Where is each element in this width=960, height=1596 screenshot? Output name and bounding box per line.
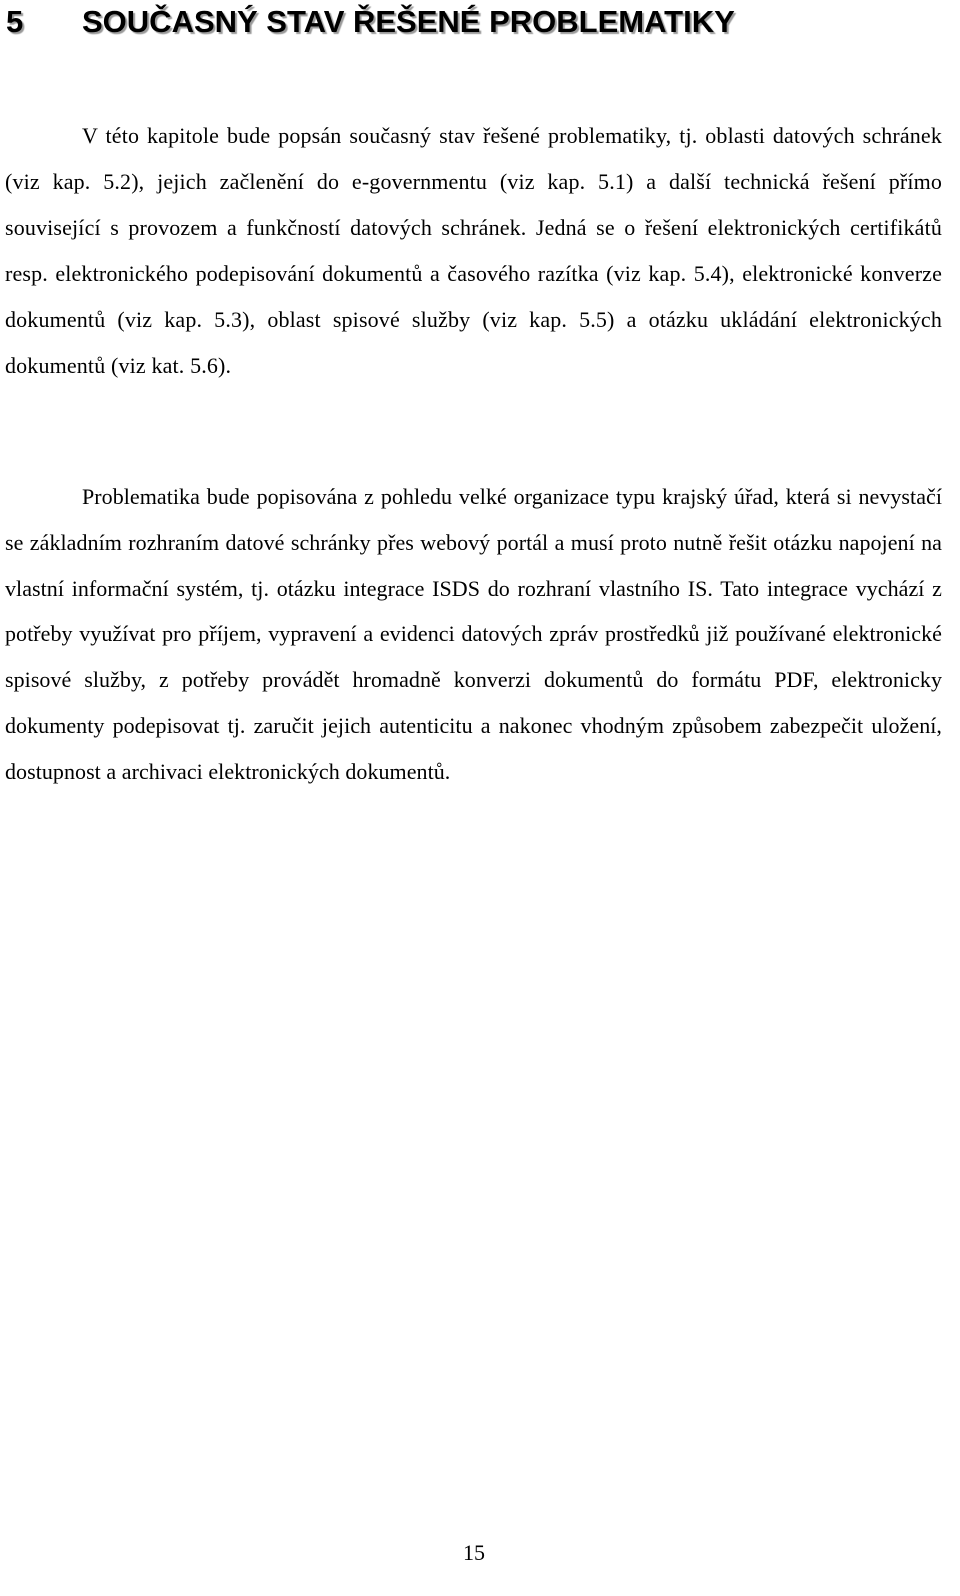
paragraph-problem-scope: Problematika bude popisována z pohledu velké organizace typu krajský úřad, která si nevystačí se základním rozhraním datové schránky přes webový portál a musí proto nutně řešit otázku napojení na vlastní informační systém, tj. otázku integrace ISDS do rozhraní vlastního IS. Tato integrace vychází z potřeby využívat pro příjem, vypravení a evidenci datových zpráv prostředků již používané elektronické spisové služby, z potřeby provádět hromadně konverzi dokumentů do formátu PDF, elektronicky dokumenty podepisovat tj. zaručit jejich autenticitu a nakonec vhodným způsobem zabezpečit uložení, dostupnost a archivaci elektronických dokumentů. — [5, 484, 942, 784]
chapter-title: SOUČASNÝ STAV ŘEŠENÉ PROBLEMATIKY — [82, 4, 735, 39]
chapter-number: 5 — [6, 4, 24, 39]
chapter-heading — [6, 0, 946, 44]
paragraph-intro: V této kapitole bude popsán současný stav řešené problematiky, tj. oblasti datových schránek (viz kap. 5.2), jejich začlenění do e-governmentu (viz kap. 5.1) a další technická řešení přímo související s provozem a funkčností datových schránek. Jedná se o řešení elektronických certifikátů resp. elektronického podepisování dokumentů a časového razítka (viz kap. 5.4), elektronické konverze dokumentů (viz kap. 5.3), oblast spisové služby (viz kap. 5.5) a otázku ukládání elektronických dokumentů (viz kat. 5.6). — [5, 123, 942, 378]
page-number: 15 — [463, 1540, 485, 1565]
